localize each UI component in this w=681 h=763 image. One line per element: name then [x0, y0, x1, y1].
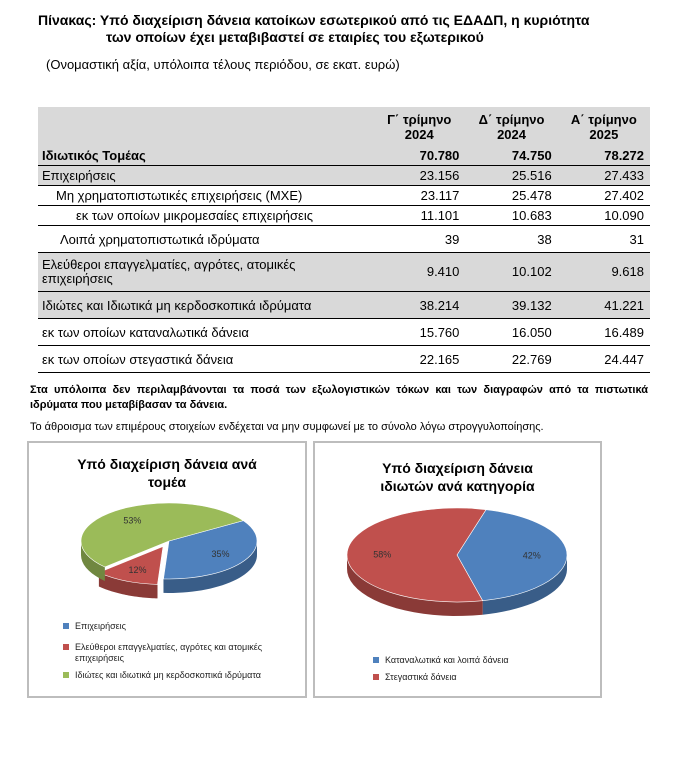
legend-item-consumer [373, 655, 593, 666]
table-row [38, 346, 650, 373]
row-value-q4-2024: 74.750 [465, 146, 557, 166]
row-value-q3-2024: 9.410 [373, 253, 465, 292]
pie-data-label: 42% [522, 550, 541, 561]
header-q3-2024 [373, 107, 465, 146]
row-value-q3-2024: 23.156 [373, 166, 465, 186]
row-value-q3-2024: 70.780 [373, 146, 465, 166]
row-label: εκ των οποίων καταναλωτικά δάνεια [38, 319, 373, 346]
row-value-q1-2025: 16.489 [558, 319, 650, 346]
row-value-q3-2024: 22.165 [373, 346, 465, 373]
legend-swatch-red [63, 644, 69, 650]
header-q3-2024-line1: Γ΄ τρίμηνο [387, 111, 452, 127]
row-value-q4-2024: 39.132 [465, 292, 557, 319]
row-value-q1-2025: 27.433 [558, 166, 650, 186]
table-row [38, 319, 650, 346]
header-q4-2024-line1: Δ΄ τρίμηνο [478, 111, 545, 127]
row-value-q4-2024: 38 [465, 226, 557, 253]
row-value-q3-2024: 15.760 [373, 319, 465, 346]
row-label: Ιδιωτικός Τομέας [38, 146, 373, 166]
chart-title-line-2: ιδιωτών ανά κατηγορία [380, 478, 535, 494]
header-q1-2025-line1: Α΄ τρίμηνο [570, 111, 637, 127]
sector-pie-chart [27, 441, 307, 698]
table-row [38, 292, 650, 319]
chart-title-line-1: Υπό διαχείριση δάνεια ανά [77, 456, 257, 472]
title-line-1: Πίνακας: Υπό διαχείριση δάνεια κατοίκων εσωτερικού από τις ΕΔΑΔΠ, η κυριότητα [38, 12, 590, 28]
row-label: εκ των οποίων μικρομεσαίες επιχειρήσεις [38, 206, 373, 226]
row-value-q4-2024: 25.478 [465, 186, 557, 206]
legend-label: Επιχειρήσεις [75, 621, 126, 631]
row-value-q4-2024: 16.050 [465, 319, 557, 346]
row-label: εκ των οποίων στεγαστικά δάνεια [38, 346, 373, 373]
pie-data-label: 58% [373, 549, 392, 560]
legend-swatch-blue [373, 657, 379, 663]
loans-table [38, 107, 650, 373]
legend-swatch-red [373, 674, 379, 680]
household-pie-chart [313, 441, 602, 698]
legend-item-professionals [63, 642, 298, 664]
row-label: Ιδιώτες και Ιδιωτικά μη κερδοσκοπικά ιδρύματα [38, 292, 373, 319]
row-label: Μη χρηματοπιστωτικές επιχειρήσεις (ΜΧΕ) [38, 186, 373, 206]
row-value-q4-2024: 22.769 [465, 346, 557, 373]
pie-data-label: 35% [211, 549, 230, 560]
row-value-q3-2024: 11.101 [373, 206, 465, 226]
note-rounding: Το άθροισμα των επιμέρους στοιχείων ενδέχεται να μην συμφωνεί με το σύνολο λόγω στρογγυλοποίησης. [30, 421, 544, 433]
legend-label: Καταναλωτικά και λοιπά δάνεια [385, 655, 509, 665]
table-subtitle: (Ονομαστική αξία, υπόλοιπα τέλους περιόδου, σε εκατ. ευρώ) [46, 57, 400, 72]
header-label-cell [38, 107, 373, 146]
row-value-q4-2024: 10.102 [465, 253, 557, 292]
row-value-q4-2024: 10.683 [465, 206, 557, 226]
row-value-q3-2024: 38.214 [373, 292, 465, 319]
header-q4-2024 [465, 107, 557, 146]
legend-item-enterprises [63, 621, 298, 632]
pie-data-label: 53% [123, 515, 142, 526]
table-row [38, 166, 650, 186]
chart-title-line-1: Υπό διαχείριση δάνεια [382, 460, 533, 476]
table-title [38, 12, 668, 46]
row-value-q1-2025: 78.272 [558, 146, 650, 166]
row-value-q3-2024: 23.117 [373, 186, 465, 206]
row-value-q1-2025: 9.618 [558, 253, 650, 292]
legend-swatch-green [63, 672, 69, 678]
legend-item-housing [373, 672, 593, 683]
row-value-q1-2025: 41.221 [558, 292, 650, 319]
table-row [38, 226, 650, 253]
chart-legend [373, 655, 593, 689]
legend-label: Στεγαστικά δάνεια [385, 672, 457, 682]
chart-legend [63, 621, 298, 687]
legend-label: Ελεύθεροι επαγγελματίες, αγρότες και ατομικές επιχειρήσεις [75, 642, 263, 663]
header-q3-2024-line2: 2024 [404, 126, 434, 142]
row-value-q1-2025: 31 [558, 226, 650, 253]
row-label: Ελεύθεροι επαγγελματίες, αγρότες, ατομικές επιχειρήσεις [38, 253, 373, 292]
header-q1-2025 [558, 107, 650, 146]
legend-swatch-blue [63, 623, 69, 629]
table-row [38, 186, 650, 206]
row-label: Λοιπά χρηματοπιστωτικά ιδρύματα [38, 226, 373, 253]
row-value-q4-2024: 25.516 [465, 166, 557, 186]
row-value-q1-2025: 10.090 [558, 206, 650, 226]
table-row [38, 253, 650, 292]
row-value-q1-2025: 27.402 [558, 186, 650, 206]
table-row [38, 206, 650, 226]
title-line-2: των οποίων έχει μεταβιβαστεί σε εταιρίες του εξωτερικού [106, 29, 484, 45]
table-header-row [38, 107, 650, 146]
note-exclusions: Στα υπόλοιπα δεν περιλαμβάνονται τα ποσά των εξωλογιστικών τόκων και των διαγραφών από τα πιστωτικά ιδρύματα που μεταβίβασαν τα δάνεια. [30, 384, 648, 411]
pie-data-label: 12% [128, 564, 147, 575]
legend-item-individuals [63, 670, 298, 681]
table-row [38, 146, 650, 166]
header-q4-2024-line2: 2024 [497, 126, 526, 142]
chart-title-line-2: τομέα [148, 474, 186, 490]
legend-label: Ιδιώτες και ιδιωτικά μη κερδοσκοπικά ιδρύματα [75, 670, 261, 680]
row-value-q3-2024: 39 [373, 226, 465, 253]
header-q1-2025-line2: 2025 [589, 126, 619, 142]
row-value-q1-2025: 24.447 [558, 346, 650, 373]
row-label: Επιχειρήσεις [38, 166, 373, 186]
